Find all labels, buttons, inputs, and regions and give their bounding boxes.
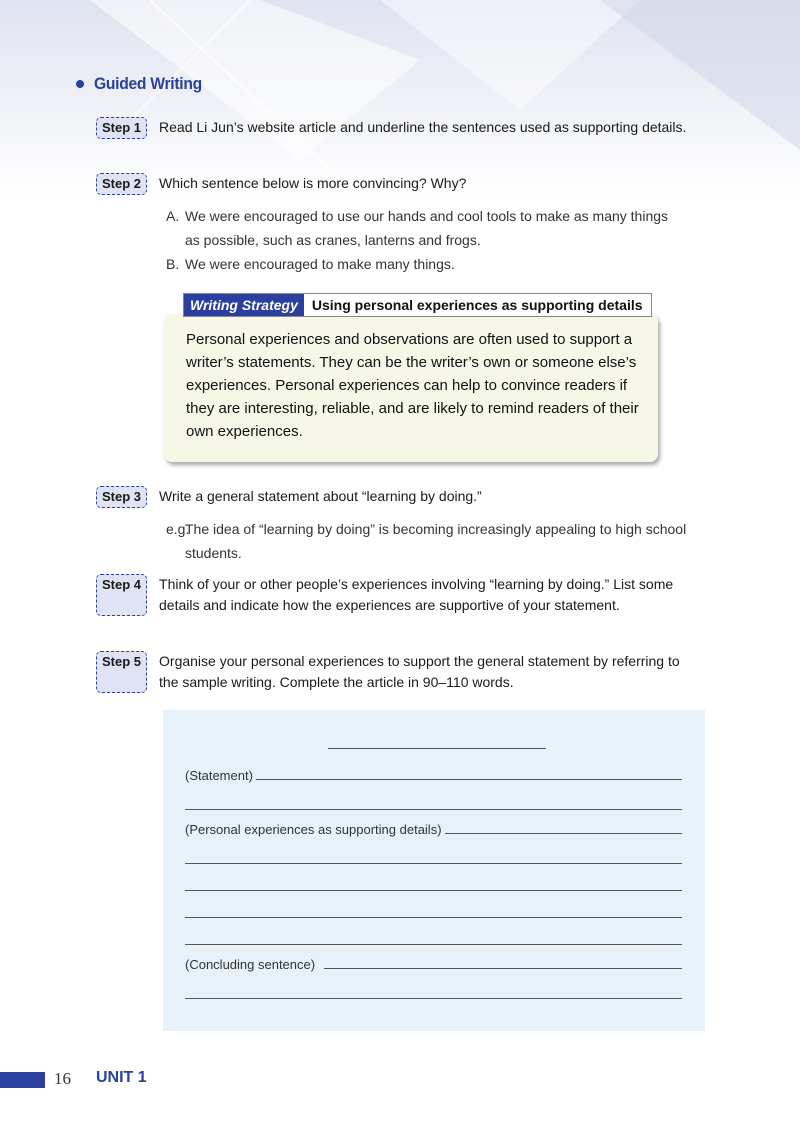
step-5	[96, 651, 689, 693]
unit-label: UNIT 1	[96, 1069, 147, 1086]
step-badge: Step 5	[96, 651, 147, 693]
step-badge: Step 4	[96, 574, 147, 616]
writing-line[interactable]	[185, 890, 682, 891]
step-text: Write a general statement about “learning by doing.”	[159, 488, 482, 504]
options-list	[166, 204, 685, 276]
step-text: Read Li Jun’s website article and underline the sentences used as supporting details.	[159, 119, 687, 135]
step-text: Think of your or other people’s experiences involving “learning by doing.” List some details and indicate how the experiences are supportive of your statement.	[159, 576, 674, 613]
example: e.g. The idea of “learning by doing” is becoming increasingly appealing to high school students.	[166, 521, 687, 561]
strategy-header	[183, 293, 652, 317]
bullet-icon	[76, 80, 84, 88]
strategy-title: Using personal experiences as supporting details	[311, 297, 643, 313]
option-a: A. We were encouraged to use our hands and cool tools to make as many things as possible, such as cranes, lanterns and frogs.	[166, 208, 669, 248]
step-4	[96, 574, 689, 616]
statement-line[interactable]: (Statement)	[185, 768, 682, 783]
step-text: Which sentence below is more convincing? Why?	[159, 175, 467, 191]
writing-line[interactable]	[185, 917, 682, 918]
step-badge: Step 2	[96, 173, 147, 195]
writing-area	[163, 710, 705, 1031]
strategy-box: Personal experiences and observations are often used to support a writer’s statements. They can be the writer’s own or someone else’s experiences. Personal experiences can help to convince readers if they are interesting, reliable, and are likely to remind readers of their own experiences.	[164, 314, 658, 462]
writing-line[interactable]	[185, 863, 682, 864]
strategy-tag: Writing Strategy	[184, 294, 304, 316]
footer-bar	[0, 1072, 45, 1088]
step-1	[96, 117, 689, 139]
option-b: B. We were encouraged to make many things.	[166, 256, 455, 272]
title-blank[interactable]	[328, 748, 546, 749]
page-number: 16	[54, 1069, 71, 1088]
writing-line[interactable]	[185, 809, 682, 810]
step-badge: Step 3	[96, 486, 147, 508]
writing-line[interactable]	[185, 944, 682, 945]
step-3	[96, 486, 689, 508]
step-2	[96, 173, 689, 195]
section-title: Guided Writing	[76, 74, 211, 94]
writing-line[interactable]	[185, 998, 682, 999]
header-background-decoration	[0, 0, 800, 200]
step-badge: Step 1	[96, 117, 147, 139]
step-text: Organise your personal experiences to support the general statement by referring to the sample writing. Complete the article in 90–110 words.	[159, 653, 680, 690]
personal-experiences-line[interactable]: (Personal experiences as supporting details)	[185, 822, 682, 837]
concluding-line[interactable]: (Concluding sentence)	[185, 957, 682, 972]
